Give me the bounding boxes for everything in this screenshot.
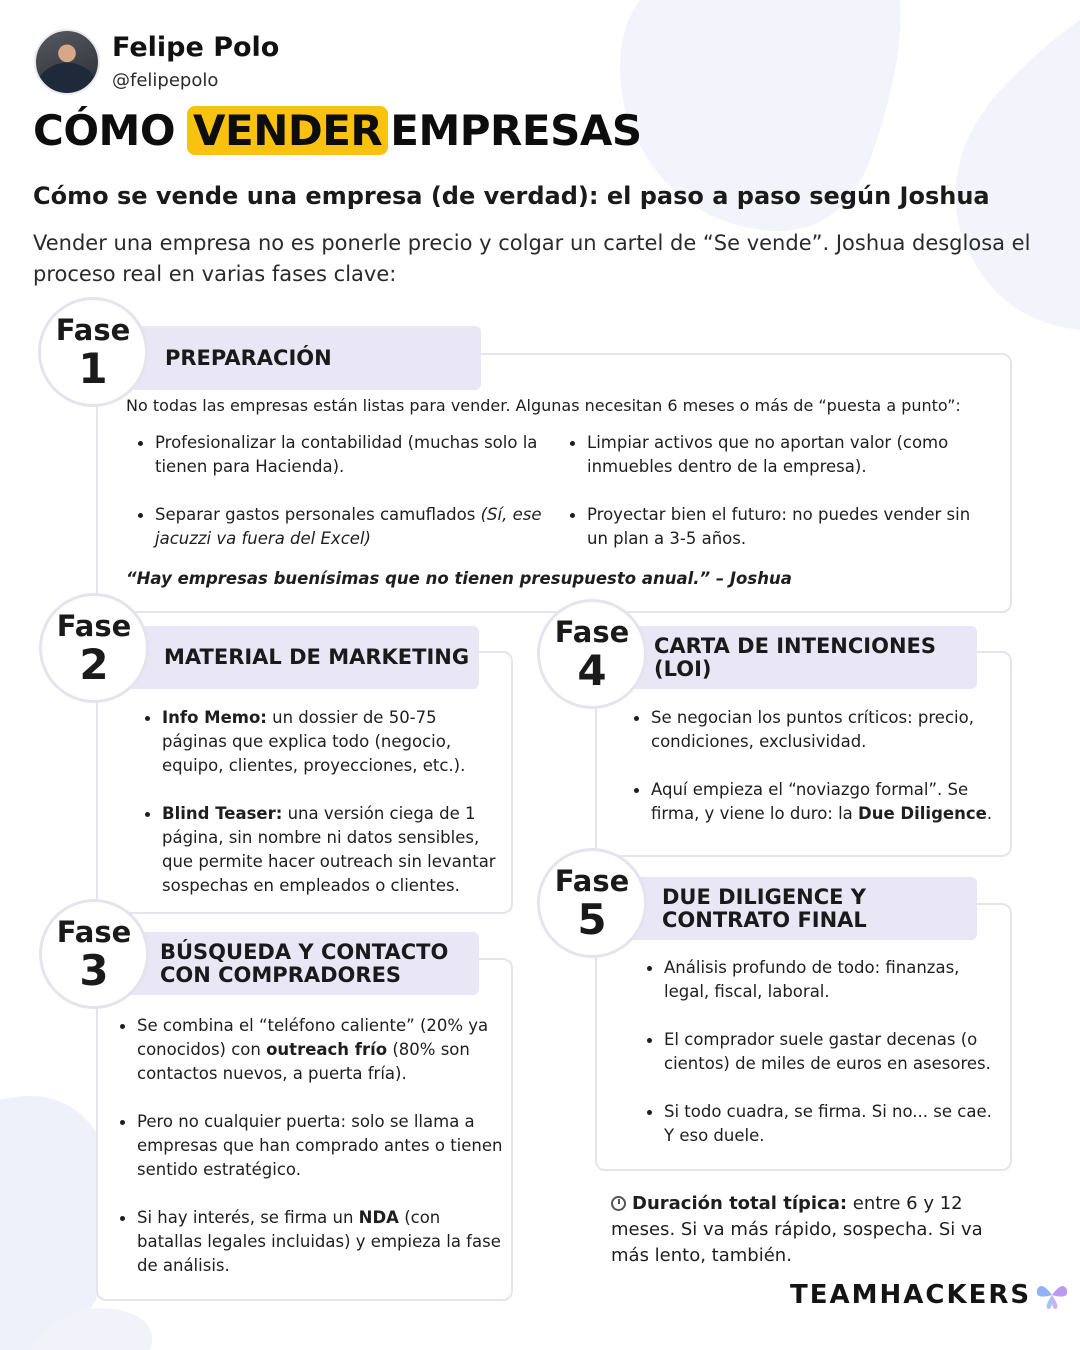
phase-number: 2 (79, 640, 109, 689)
intro-paragraph: Vender una empresa no es ponerle precio y colgar un cartel de “Se vende”. Joshua desglosa el proceso real en varias fases clave: (33, 231, 1031, 286)
phase-word: Fase (56, 915, 132, 949)
phase-2-title: MATERIAL DE MARKETING (164, 645, 470, 669)
phase-5-title: DUE DILIGENCE Y CONTRATO FINAL (662, 884, 867, 932)
phase-word: Fase (56, 609, 132, 643)
list-item: El comprador suele gastar decenas (o cientos) de miles de euros en asesores. (644, 1028, 1004, 1076)
phase-4-badge (537, 599, 647, 709)
brand-logo (790, 1278, 1069, 1312)
list-item: Si hay interés, se firma un NDA (con batallas legales incluidas) y empieza la fase de análisis. (117, 1206, 505, 1278)
phase-number: 4 (577, 646, 607, 695)
phase-word: Fase (554, 615, 630, 649)
phase-1-label (100, 326, 481, 390)
list-item: Profesionalizar la contabilidad (muchas solo la tienen para Hacienda). (135, 431, 555, 479)
list-item: Pero no cualquier puerta: solo se llama a empresas que han comprado antes o tienen sentido estratégico. (117, 1110, 505, 1182)
phase-number: 5 (577, 895, 607, 944)
main-title (33, 106, 642, 155)
title-highlight: VENDER (187, 106, 388, 155)
phase-5-list (644, 956, 1004, 1148)
phase-3-title: BÚSQUEDA Y CONTACTO CON COMPRADORES (160, 939, 449, 987)
brand-butterfly-icon (1035, 1278, 1069, 1312)
list-item: Info Memo: un dossier de 50-75 páginas que explica todo (negocio, equipo, clientes, proyecciones, etc.). (142, 706, 504, 778)
list-item: Si todo cuadra, se firma. Si no... se cae. Y eso duele. (644, 1100, 1004, 1148)
subtitle: Cómo se vende una empresa (de verdad): el paso a paso según Joshua (33, 182, 990, 210)
phase-3-list (117, 1014, 505, 1278)
phase-2-list (142, 706, 504, 898)
list-item: Separar gastos personales camuflados (Sí, ese jacuzzi va fuera del Excel) (135, 503, 555, 551)
phase-word: Fase (55, 313, 131, 347)
phase-number: 1 (78, 344, 108, 393)
list-item: Aquí empieza el “noviazgo formal”. Se firma, y viene lo duro: la Due Diligence. (631, 778, 1001, 826)
phase-4-list (631, 706, 1001, 826)
phase-4-title: CARTA DE INTENCIONES (LOI) (654, 633, 936, 681)
phase-1-list-right (567, 431, 987, 551)
phase-1-badge (38, 297, 148, 407)
list-item: Se negocian los puntos críticos: precio, condiciones, exclusividad. (631, 706, 1001, 754)
avatar (34, 29, 100, 95)
phase-1-intro: No todas las empresas están listas para vender. Algunas necesitan 6 meses o más de “puesta a punto”: (126, 396, 961, 415)
author-name: Felipe Polo (112, 32, 280, 63)
list-item: Análisis profundo de todo: finanzas, legal, fiscal, laboral. (644, 956, 1004, 1004)
phase-2-label (100, 626, 479, 689)
timer-icon (611, 1196, 626, 1211)
phase-1-list-left (135, 431, 555, 551)
list-item: Se combina el “teléfono caliente” (20% ya conocidos) con outreach frío (80% son contactos nuevos, a puerta fría). (117, 1014, 505, 1086)
phase-5-badge (537, 848, 647, 958)
list-item: Limpiar activos que no aportan valor (como inmuebles dentro de la empresa). (567, 431, 987, 479)
phase-2-badge (39, 593, 149, 703)
phase-4-label (598, 626, 977, 689)
phase-number: 3 (79, 946, 109, 995)
duration-note: Duración total típica: entre 6 y 12 meses. Si va más rápido, sospecha. Si va más lento, también. (611, 1193, 983, 1266)
phase-1-title: PREPARACIÓN (165, 345, 332, 370)
phase-1-quote: “Hay empresas buenísimas que no tienen presupuesto anual.” – Joshua (126, 569, 792, 588)
phase-3-label (100, 932, 479, 995)
title-part1: CÓMO (33, 106, 176, 155)
phase-3-badge (39, 899, 149, 1009)
phase-5-label (598, 877, 977, 940)
phase-word: Fase (554, 864, 630, 898)
title-part2: EMPRESAS (390, 106, 642, 155)
author-handle: @felipepolo (112, 70, 219, 91)
list-item: Proyectar bien el futuro: no puedes vender sin un plan a 3-5 años. (567, 503, 987, 551)
brand-name: TEAMHACKERS (790, 1280, 1032, 1310)
list-item: Blind Teaser: una versión ciega de 1 página, sin nombre ni datos sensibles, que permite hacer outreach sin levantar sospechas en empleados o clientes. (142, 802, 504, 898)
